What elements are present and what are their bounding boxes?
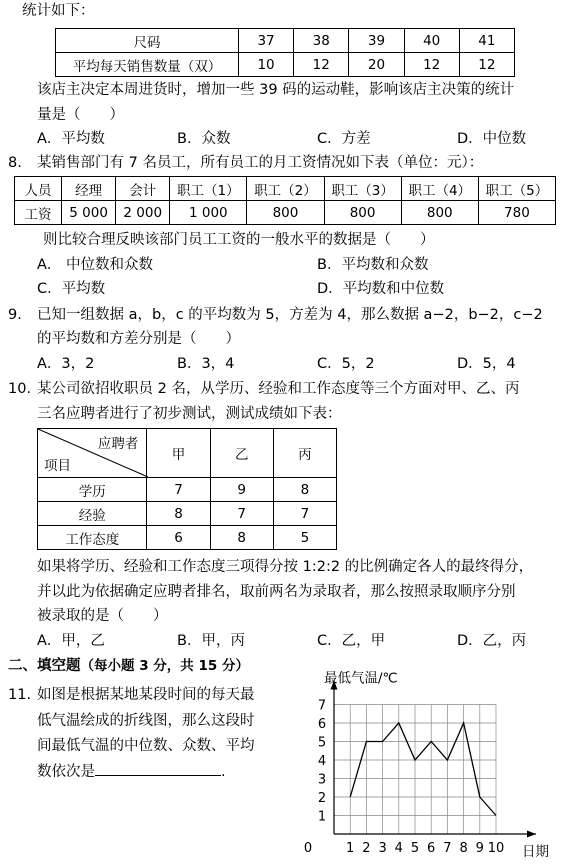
option-a: A． 中位数和众数: [37, 257, 154, 273]
option-c: C．平均数: [37, 281, 106, 297]
table-row: [38, 429, 337, 478]
table-cell: 41: [459, 29, 514, 53]
y-tick-label: 4: [317, 754, 327, 769]
table-cell: 20: [349, 53, 404, 77]
table-cell: 工资: [15, 201, 62, 225]
q7-options: [37, 129, 557, 149]
table-cell: 10: [238, 53, 293, 77]
table-cell: 7: [210, 502, 273, 526]
q11-line1: 如图是根据某地某段时间的每天最: [37, 687, 255, 703]
section-heading: [8, 656, 249, 676]
q10-after-line1: 如果将学历、经验和工作态度三项得分按 1:2:2 的比例确定各人的最终得分，: [37, 559, 534, 575]
applicant-score-table: [37, 428, 337, 550]
table-cell: 尺码: [56, 29, 239, 53]
x-axis-arrow: [527, 831, 536, 838]
x-tick-label: 9: [475, 841, 484, 856]
table-row: [56, 29, 515, 53]
y-tick-label: 3: [317, 772, 327, 788]
temperature-series-line: [350, 723, 496, 816]
y-axis-label: 最低气温/℃: [324, 670, 398, 687]
row-label: 经验: [38, 502, 147, 526]
table-cell: 7: [273, 502, 336, 526]
q10-number: 10.: [8, 381, 32, 397]
table-cell: 2 000: [116, 201, 170, 225]
option-c: C．乙，甲: [317, 633, 386, 649]
x-axis-label: 日期: [522, 844, 549, 860]
option-d: D．5，4: [457, 356, 516, 372]
salary-table: [14, 176, 556, 225]
table-cell: 8: [273, 478, 336, 502]
option-d: D．乙，丙: [457, 633, 527, 649]
table-cell: 6: [147, 526, 210, 550]
option-c: C．5，2: [317, 356, 375, 372]
table-cell: 800: [247, 201, 324, 225]
option-d: D．平均数和中位数: [317, 281, 445, 297]
table-cell: 39: [349, 29, 404, 53]
shoe-size-table: [55, 28, 515, 77]
x-tick-label: 10: [487, 841, 505, 856]
q10-stem-line1: 某公司欲招收职员 2 名，从学历、经验和工作态度等三个方面对甲、乙、丙: [37, 381, 520, 397]
origin-label: 0: [303, 841, 313, 856]
option-b: B．3，4: [177, 356, 235, 372]
table-cell: 37: [238, 29, 293, 53]
q8-stem: 某销售部门有 7 名员工，所有员工的月工资情况如下表（单位：元）：: [37, 155, 484, 171]
option-a: A．3，2: [37, 356, 95, 372]
header-cell: 甲: [147, 429, 210, 478]
table-cell: 800: [401, 201, 478, 225]
x-tick-label: 2: [362, 841, 371, 856]
table-cell: 5: [273, 526, 336, 550]
table-row: [38, 478, 337, 502]
q9-stem-line1: 已知一组数据 a，b，c 的平均数为 5，方差为 4，那么数据 a−2，b−2，c−2: [37, 307, 543, 323]
table-row: [38, 526, 337, 550]
x-tick-label: 3: [378, 841, 387, 856]
option-a: A．甲，乙: [37, 633, 105, 649]
table-cell: 职工（3）: [324, 177, 401, 201]
section-title: 二、填空题: [8, 658, 81, 674]
q10-after-line2: 并以此为依据确定应聘者排名，取前两名为录取者，那么按照录取顺序分别: [37, 584, 516, 600]
row-label: 学历: [38, 478, 147, 502]
q10-after-line3: 被录取的是（ ）: [37, 608, 168, 624]
q11-line2: 低气温绘成的折线图，那么这段时: [37, 713, 255, 729]
table-row: [15, 201, 556, 225]
table-cell: 12: [404, 53, 459, 77]
y-tick-label: 7: [317, 698, 327, 714]
q7-stem-line1: 该店主决定本周进货时，增加一些 39 码的运动鞋，影响该店主决策的统计: [37, 82, 515, 98]
x-tick-label: 8: [459, 841, 468, 856]
diagonal-header-cell: [38, 429, 147, 478]
q8-number: 8.: [8, 155, 22, 171]
option-b: B．甲，丙: [177, 633, 245, 649]
corner-bottom-label: 项目: [44, 458, 71, 474]
table-cell: 8: [147, 502, 210, 526]
option-b: B．平均数和众数: [317, 257, 429, 273]
option-b: B．众数: [177, 131, 231, 147]
table-cell: 经理: [62, 177, 116, 201]
x-tick-label: 4: [394, 841, 403, 856]
q7-stem-line2: 量是（ ）: [37, 107, 124, 123]
q11-blank-end: .: [221, 764, 226, 780]
table-row: [56, 53, 515, 77]
table-cell: 12: [459, 53, 514, 77]
header-cell: 乙: [210, 429, 273, 478]
y-tick-label: 6: [317, 717, 327, 732]
top-line: 统计如下：: [22, 3, 95, 19]
x-tick-label: 7: [443, 841, 452, 856]
table-cell: 职工（4）: [401, 177, 478, 201]
x-tick-label: 1: [346, 841, 355, 856]
q11-line4-text: 数依次是: [37, 764, 95, 780]
table-cell: 人员: [15, 177, 62, 201]
q9-number: 9.: [8, 307, 22, 323]
y-tick-label: 2: [317, 791, 327, 806]
y-tick-label: 1: [317, 809, 327, 825]
option-d: D．中位数: [457, 131, 527, 147]
table-cell: 平均每天销售数量（双）: [56, 53, 239, 77]
table-cell: 5 000: [62, 201, 116, 225]
header-cell: 丙: [273, 429, 336, 478]
table-cell: 会计: [116, 177, 170, 201]
q11-line3: 间最低气温的中位数、众数、平均: [37, 738, 255, 754]
y-tick-label: 5: [317, 735, 327, 751]
table-cell: 780: [478, 201, 555, 225]
x-tick-label: 6: [427, 841, 436, 856]
corner-top-label: 应聘者: [97, 436, 139, 452]
table-row: [15, 177, 556, 201]
q9-options: [37, 354, 557, 374]
table-cell: 职工（2）: [247, 177, 324, 201]
table-cell: 9: [210, 478, 273, 502]
q11-line4: [37, 760, 226, 782]
q10-stem-line2: 三名应聘者进行了初步测试，测试成绩如下表：: [37, 406, 342, 422]
table-cell: 7: [147, 478, 210, 502]
q8-options-row2: [37, 279, 557, 299]
table-cell: 800: [324, 201, 401, 225]
table-cell: 职工（1）: [170, 177, 247, 201]
option-a: A．平均数: [37, 131, 105, 147]
option-c: C．方差: [317, 131, 371, 147]
x-tick-label: 5: [410, 841, 420, 856]
answer-blank[interactable]: [95, 760, 221, 776]
table-cell: 40: [404, 29, 459, 53]
table-cell: 12: [294, 53, 349, 77]
table-cell: 8: [210, 526, 273, 550]
table-cell: 职工（5）: [478, 177, 555, 201]
row-label: 工作态度: [38, 526, 147, 550]
section-note: （每小题 3 分，共 15 分）: [80, 658, 249, 674]
temperature-line-chart: [296, 670, 566, 864]
q9-stem-line2: 的平均数和方差分别是（ ）: [37, 331, 240, 347]
q10-options: [37, 631, 557, 651]
q8-question: 则比较合理反映该部门员工工资的一般水平的数据是（ ）: [43, 232, 435, 248]
q11-number: 11.: [8, 687, 32, 703]
table-cell: 38: [294, 29, 349, 53]
table-row: [38, 502, 337, 526]
q8-options-row1: [37, 255, 557, 275]
table-cell: 1 000: [170, 201, 247, 225]
